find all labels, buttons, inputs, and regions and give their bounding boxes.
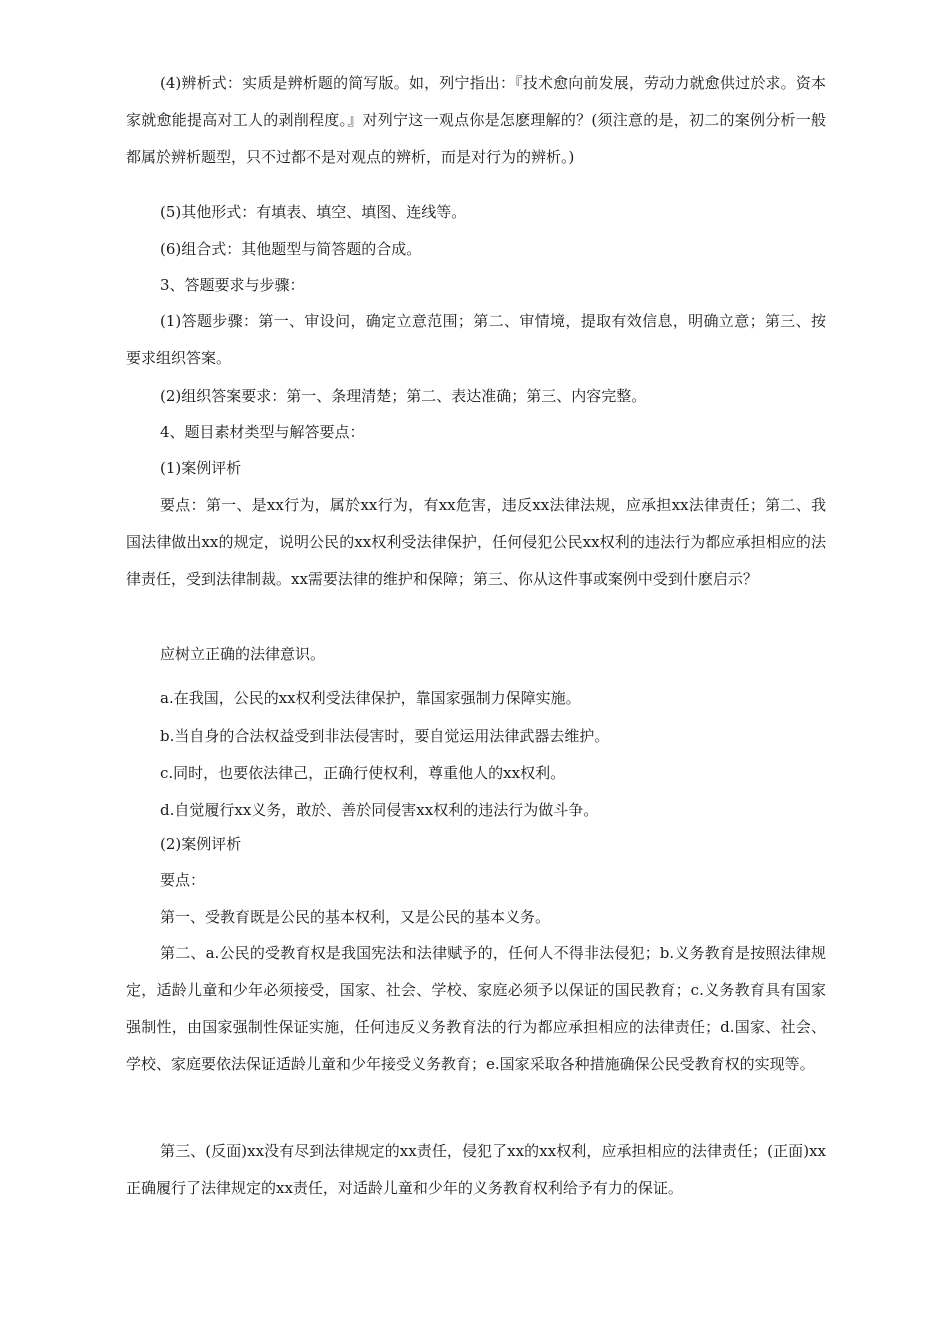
paragraph-key-points-1: 要点：第一、是xx行为，属於xx行为，有xx危害，违反xx法律法规，应承担xx法律责任；第二、我国法律做出xx的规定，说明公民的xx权利受法律保护，任何侵犯公民xx权利的违法行为都应承担相应的法律责任，受到法律制裁。xx需要法律的维护和保障；第三、你从这件事或案例中受到什麽启示？ [126,496,826,588]
paragraph-answer-requirements: (2)组织答案要求：第一、条理清楚；第二、表达准确；第三、内容完整。 [160,387,647,405]
list-item-c: c.同时，也要依法律己，正确行使权利，尊重他人的xx权利。 [160,764,566,782]
list-item-a: a.在我国，公民的xx权利受法律保护，靠国家强制力保障实施。 [160,689,581,707]
list-item-b: b.当自身的合法权益受到非法侵害时，要自觉运用法律武器去维护。 [160,727,610,745]
paragraph-answer-steps: (1)答题步骤：第一、审设问，确定立意范围；第二、审情境，提取有效信息，明确立意；第三、按要求组织答案。 [126,312,826,367]
list-item-d: d.自觉履行xx义务，敢於、善於同侵害xx权利的违法行为做斗争。 [160,801,599,819]
section-heading-4: 4、题目素材类型与解答要点： [160,423,365,441]
subheading-case-review-2: (2)案例评析 [160,835,242,853]
paragraph-other-forms: (5)其他形式：有填表、填空、填图、连线等。 [160,203,467,221]
paragraph-point-first: 第一、受教育既是公民的基本权利，又是公民的基本义务。 [160,908,551,926]
paragraph-point-second: 第二、a.公民的受教育权是我国宪法和法律赋予的，任何人不得非法侵犯；b.义务教育是按照法律规定，适龄儿童和少年必须接受，国家、社会、学校、家庭必须予以保证的国民教育；c.义务教育具有国家强制性，由国家强制性保证实施，任何违反义务教育法的行为都应承担相应的法律责任；d.国家、社会、学校、家庭要依法保证适龄儿童和少年接受义务教育；e.国家采取各种措施确保公民受教育权的实现等。 [126,944,826,1073]
paragraph-legal-awareness: 应树立正确的法律意识。 [160,645,326,663]
paragraph-analysis-form: (4)辨析式：实质是辨析题的简写版。如，列宁指出：『技术愈向前发展，劳动力就愈供过於求。资本家就愈能提高对工人的剥削程度。』对列宁这一观点你是怎麽理解的？(须注意的是，初二的案例分析一般都属於辨析题型，只不过都不是对观点的辨析，而是对行为的辨析。) [126,74,826,166]
paragraph-point-third: 第三、(反面)xx没有尽到法律规定的xx责任，侵犯了xx的xx权利，应承担相应的法律责任；(正面)xx正确履行了法律规定的xx责任，对适龄儿童和少年的义务教育权利给予有力的保证。 [126,1142,826,1197]
subheading-case-review-1: (1)案例评析 [160,459,242,477]
paragraph-key-points-label: 要点： [160,871,206,889]
section-heading-3: 3、答题要求与步骤： [160,276,305,294]
paragraph-combined-form: (6)组合式：其他题型与简答题的合成。 [160,240,422,258]
